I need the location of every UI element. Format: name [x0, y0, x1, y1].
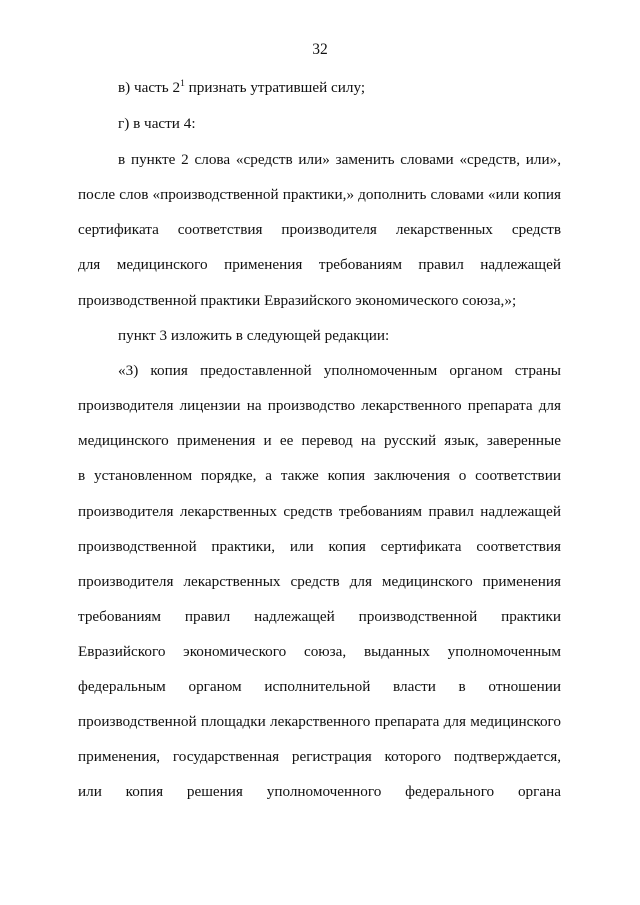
text-line: производителя лекарственных средств требованиям правил надлежащей [78, 503, 561, 520]
superscript-index: 1 [180, 79, 185, 89]
text-line: федеральным органом исполнительной власти в отношении [78, 678, 561, 695]
text-line-item-v [118, 79, 365, 97]
text-line: требованиям правил надлежащей производственной практики [78, 608, 561, 625]
text-line-text-continued: признать утратившей силу; [184, 79, 366, 96]
text-line: для медицинского применения требованиям правил надлежащей [78, 256, 561, 273]
page-number: 32 [312, 41, 328, 58]
text-line: Евразийского экономического союза, выданных уполномоченным [78, 643, 561, 660]
text-line: производителя лицензии на производство лекарственного препарата для [78, 397, 561, 414]
text-line: применения, государственная регистрация которого подтверждается, [78, 748, 561, 765]
text-line-text: в) часть 2 [118, 79, 181, 96]
text-line: производственной практики, или копия сертификата соответствия [78, 538, 561, 555]
text-line: в пункте 2 слова «средств или» заменить словами «средств, или», [118, 151, 561, 168]
text-line: медицинского применения и ее перевод на русский язык, заверенные [78, 432, 561, 449]
text-line-item-g: г) в части 4: [118, 115, 196, 132]
text-line: пункт 3 изложить в следующей редакции: [118, 327, 390, 344]
text-line: производителя лекарственных средств для медицинского применения [78, 573, 561, 590]
text-line: или копия решения уполномоченного федерального органа [78, 783, 561, 800]
text-line: сертификата соответствия производителя лекарственных средств [78, 221, 561, 238]
text-line: после слов «производственной практики,» дополнить словами «или копия [78, 186, 561, 203]
text-line: «3) копия предоставленной уполномоченным органом страны [118, 362, 561, 379]
text-line: производственной практики Евразийского экономического союза,»; [78, 292, 517, 309]
text-line: производственной площадки лекарственного препарата для медицинского [78, 713, 561, 730]
text-line: в установленном порядке, а также копия заключения о соответствии [78, 467, 561, 484]
